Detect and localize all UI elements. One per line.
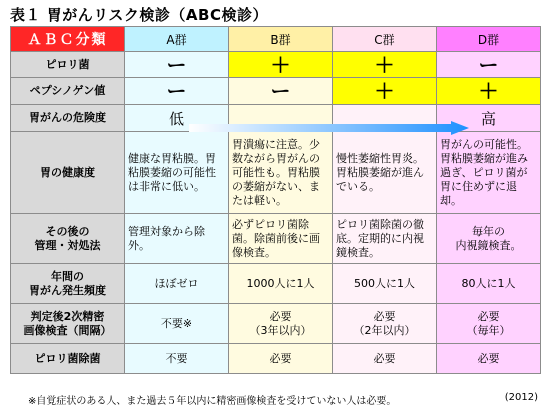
incidence-a-value: ほぼゼロ [125, 264, 229, 304]
incidence-label-line2: 胃がん発生頻度 [29, 283, 106, 297]
group-a-header: A群 [125, 27, 229, 52]
followup-d-line1: 毎年の [472, 224, 505, 238]
followup-a-text: 管理対象から除外。 [125, 214, 229, 264]
secondary-exam-d-line2: （毎年） [466, 323, 511, 337]
eradication-a-value: 不要 [125, 344, 229, 374]
followup-label [11, 214, 125, 264]
header-row [11, 27, 541, 52]
followup-row [11, 214, 541, 264]
abc-classification-header: ＡＢＣ分類 [11, 27, 125, 52]
pepsinogen-a-value: ー [125, 78, 229, 105]
incidence-label [11, 264, 125, 304]
health-c-text: 慢性萎縮性胃炎。胃粘膜萎縮が進んでいる。 [333, 132, 437, 214]
secondary-exam-c-value [333, 304, 437, 344]
secondary-exam-row [11, 304, 541, 344]
year-label: (2012) [504, 392, 538, 403]
eradication-label: ピロリ菌除菌 [11, 344, 125, 374]
group-d-header: D群 [437, 27, 541, 52]
incidence-b-value: 1000人に1人 [229, 264, 333, 304]
followup-label-line1: その後の [45, 224, 90, 238]
pylori-c-value: ＋ [333, 52, 437, 78]
group-b-header: B群 [229, 27, 333, 52]
secondary-exam-d-line1: 必要 [477, 309, 500, 323]
risk-b-cell [229, 105, 333, 132]
group-c-header: C群 [333, 27, 437, 52]
footnote: ※自覚症状のある人、また過去５年以内に精密画像検査を受けていない人は必要。 [28, 396, 397, 407]
risk-label: 胃がんの危険度 [11, 105, 125, 132]
secondary-exam-d-value [437, 304, 541, 344]
eradication-d-value: 必要 [437, 344, 541, 374]
secondary-exam-b-line2: （3年以内） [249, 323, 312, 337]
eradication-c-value: 必要 [333, 344, 437, 374]
followup-d-line2: 内視鏡検査。 [455, 238, 522, 252]
risk-low-text: 低 [125, 105, 229, 132]
abc-classification-table [10, 26, 541, 374]
pylori-label: ピロリ菌 [11, 52, 125, 78]
followup-c-text: ピロリ菌除菌の徹底。定期的に内視鏡検査。 [333, 214, 437, 264]
incidence-d-value: 80人に1人 [437, 264, 541, 304]
followup-label-line2: 管理・対処法 [34, 238, 101, 252]
risk-row [11, 105, 541, 132]
page-title: 表１ 胃がんリスク検診（ABC検診） [10, 6, 268, 24]
secondary-exam-a-value: 不要※ [125, 304, 229, 344]
eradication-row [11, 344, 541, 374]
pepsinogen-row [11, 78, 541, 105]
health-b-text: 胃潰瘍に注意。少数ながら胃がんの可能性も。胃粘膜の萎縮がない、または軽い。 [229, 132, 333, 214]
health-label: 胃の健康度 [11, 132, 125, 214]
pepsinogen-d-value: ＋ [437, 78, 541, 105]
health-row [11, 132, 541, 214]
pylori-row [11, 52, 541, 78]
pepsinogen-b-value: ー [229, 78, 333, 105]
secondary-exam-label-line2: 画像検査（間隔） [23, 323, 112, 337]
secondary-exam-label-line1: 判定後2次精密 [30, 309, 105, 323]
incidence-c-value: 500人に1人 [333, 264, 437, 304]
secondary-exam-c-line2: （2年以内） [353, 323, 416, 337]
eradication-b-value: 必要 [229, 344, 333, 374]
health-d-text: 胃がんの可能性。胃粘膜萎縮が進み過ぎ、ピロリ菌が胃に住めずに退却。 [437, 132, 541, 214]
health-a-text: 健康な胃粘膜。胃粘膜萎縮の可能性は非常に低い。 [125, 132, 229, 214]
secondary-exam-c-line1: 必要 [373, 309, 396, 323]
pylori-b-value: ＋ [229, 52, 333, 78]
secondary-exam-b-value [229, 304, 333, 344]
risk-c-cell [333, 105, 437, 132]
pepsinogen-c-value: ＋ [333, 78, 437, 105]
secondary-exam-label [11, 304, 125, 344]
pylori-a-value: ー [125, 52, 229, 78]
followup-d-text [437, 214, 541, 264]
pylori-d-value: ー [437, 52, 541, 78]
risk-high-text: 高 [437, 105, 541, 132]
pepsinogen-label: ペプシノゲン値 [11, 78, 125, 105]
incidence-row [11, 264, 541, 304]
followup-b-text: 必ずピロリ菌除菌。除菌前後に画像検査。 [229, 214, 333, 264]
incidence-label-line1: 年間の [51, 269, 84, 283]
secondary-exam-b-line1: 必要 [269, 309, 292, 323]
